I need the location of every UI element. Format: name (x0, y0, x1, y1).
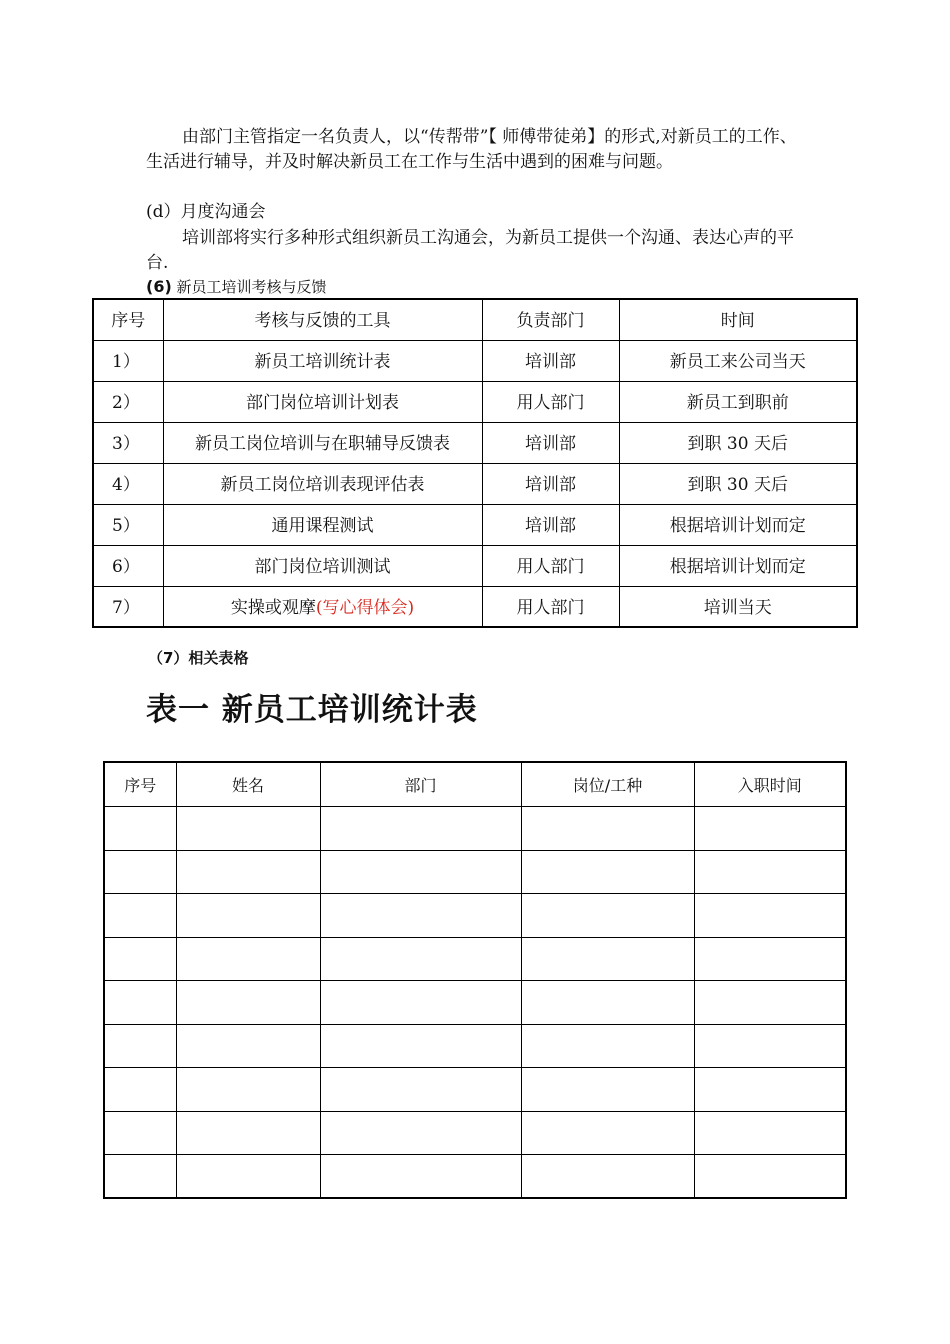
empty-cell (104, 1024, 176, 1068)
row-tool: 部门岗位培训测试 (163, 545, 482, 586)
row-tool: 新员工岗位培训与在职辅导反馈表 (163, 422, 482, 463)
empty-cell (176, 981, 320, 1025)
table-row (93, 422, 857, 463)
row-time: 根据培训计划而定 (619, 545, 857, 586)
row-index: 3） (93, 422, 163, 463)
row-dept: 用人部门 (482, 381, 619, 422)
row-index: 5） (93, 504, 163, 545)
empty-cell (104, 1068, 176, 1112)
table-row (93, 340, 857, 381)
row-time: 到职 30 天后 (619, 422, 857, 463)
empty-cell (320, 1068, 521, 1112)
row-tool-text: 实操或观摩 (230, 597, 316, 618)
table-row (104, 1155, 846, 1199)
header-dept: 部门 (320, 762, 521, 807)
empty-cell (176, 894, 320, 938)
table-header-row (104, 762, 846, 807)
empty-cell (521, 1068, 694, 1112)
section-7-heading: （7）相关表格 (148, 649, 249, 667)
empty-cell (694, 1068, 846, 1112)
row-tool: 通用课程测试 (163, 504, 482, 545)
empty-cell (176, 1024, 320, 1068)
empty-cell (521, 807, 694, 851)
empty-cell (320, 894, 521, 938)
table-row (93, 381, 857, 422)
row-time: 根据培训计划而定 (619, 504, 857, 545)
row-index: 4） (93, 463, 163, 504)
empty-cell (320, 1155, 521, 1199)
new-employee-training-stats-table (103, 761, 847, 1199)
table-row (104, 981, 846, 1025)
table-row (104, 850, 846, 894)
table-row (104, 894, 846, 938)
table-row (93, 586, 857, 627)
row-index: 6） (93, 545, 163, 586)
row-index: 1） (93, 340, 163, 381)
section-6-title: 新员工培训考核与反馈 (176, 278, 327, 296)
row-tool: 新员工培训统计表 (163, 340, 482, 381)
section-6-number: (6) (146, 277, 172, 296)
empty-cell (104, 937, 176, 981)
row-time: 新员工到职前 (619, 381, 857, 422)
empty-cell (521, 850, 694, 894)
empty-cell (694, 1155, 846, 1199)
row-tool: 部门岗位培训计划表 (163, 381, 482, 422)
table-row (104, 1024, 846, 1068)
empty-cell (104, 1155, 176, 1199)
assessment-feedback-table (92, 298, 858, 628)
row-dept: 培训部 (482, 340, 619, 381)
header-dept: 负责部门 (482, 299, 619, 340)
table-row (104, 807, 846, 851)
row-time: 培训当天 (619, 586, 857, 627)
empty-cell (104, 1111, 176, 1155)
row-tool: 新员工岗位培训表现评估表 (163, 463, 482, 504)
empty-cell (694, 850, 846, 894)
empty-cell (694, 1111, 846, 1155)
header-index: 序号 (104, 762, 176, 807)
empty-cell (694, 894, 846, 938)
row-tool-note: (写心得体会) (315, 597, 415, 618)
empty-cell (104, 850, 176, 894)
empty-cell (320, 850, 521, 894)
table-header-row (93, 299, 857, 340)
empty-cell (176, 937, 320, 981)
section-6-heading (146, 276, 327, 297)
empty-cell (320, 1111, 521, 1155)
empty-cell (176, 807, 320, 851)
empty-cell (694, 807, 846, 851)
row-dept: 培训部 (482, 422, 619, 463)
empty-cell (521, 894, 694, 938)
subheading-monthly-meeting: (d）月度沟通会 (146, 202, 266, 222)
row-dept: 用人部门 (482, 586, 619, 627)
row-dept: 用人部门 (482, 545, 619, 586)
empty-cell (521, 1111, 694, 1155)
empty-cell (176, 1155, 320, 1199)
empty-cell (320, 1024, 521, 1068)
header-index: 序号 (93, 299, 163, 340)
empty-cell (521, 1024, 694, 1068)
paragraph-monthly-meeting: 培训部将实行多种形式组织新员工沟通会，为新员工提供一个沟通、表达心声的平台. (146, 228, 794, 273)
table-2-title: 表一 新员工培训统计表 (146, 692, 478, 728)
header-position: 岗位/工种 (521, 762, 694, 807)
empty-cell (320, 937, 521, 981)
paragraph-mentoring: 由部门主管指定一名负责人，以“传帮带”【 师傅带徒弟】的形式,对新员工的工作、生活进行辅导，并及时解决新员工在工作与生活中遇到的困难与问题。 (146, 127, 797, 172)
table-row (104, 1068, 846, 1112)
empty-cell (694, 1024, 846, 1068)
table-row (104, 1111, 846, 1155)
empty-cell (176, 850, 320, 894)
row-index: 7） (93, 586, 163, 627)
empty-cell (521, 937, 694, 981)
empty-cell (104, 807, 176, 851)
table-row (93, 545, 857, 586)
row-dept: 培训部 (482, 504, 619, 545)
row-tool (163, 586, 482, 627)
row-time: 到职 30 天后 (619, 463, 857, 504)
header-tool: 考核与反馈的工具 (163, 299, 482, 340)
empty-cell (320, 981, 521, 1025)
empty-cell (320, 807, 521, 851)
header-name: 姓名 (176, 762, 320, 807)
header-time: 时间 (619, 299, 857, 340)
table-body (104, 807, 846, 1199)
table-row (93, 504, 857, 545)
row-dept: 培训部 (482, 463, 619, 504)
empty-cell (176, 1068, 320, 1112)
empty-cell (694, 981, 846, 1025)
table-row (93, 463, 857, 504)
empty-cell (521, 981, 694, 1025)
empty-cell (104, 894, 176, 938)
empty-cell (176, 1111, 320, 1155)
header-join-date: 入职时间 (694, 762, 846, 807)
empty-cell (694, 937, 846, 981)
row-index: 2） (93, 381, 163, 422)
empty-cell (521, 1155, 694, 1199)
empty-cell (104, 981, 176, 1025)
table-row (104, 937, 846, 981)
row-time: 新员工来公司当天 (619, 340, 857, 381)
